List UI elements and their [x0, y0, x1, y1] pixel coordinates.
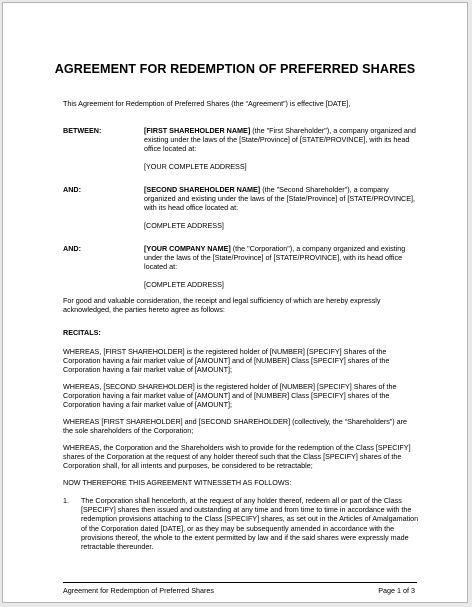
party-second-shareholder: [144, 185, 416, 230]
party-address: [YOUR COMPLETE ADDRESS]: [144, 161, 247, 171]
recital-paragraph: WHEREAS [FIRST SHAREHOLDER] and [SECOND SHAREHOLDER] (collectively, the “Shareholders”) are the sole shareholders of the Corporation;: [63, 417, 408, 436]
recital-paragraph: WHEREAS, [FIRST SHAREHOLDER] is the registered holder of [NUMBER] [SPECIFY] Shares of the Corporation having a fair market value of [AMOUNT] and of [NUMBER] Class [SPECIFY] shares of the Corporation having a fair market value of [AMOUNT];: [63, 347, 390, 375]
footer-document-title: Agreement for Redemption of Preferred Shares: [63, 586, 215, 595]
clause-number: 1.: [63, 496, 69, 505]
party-address: [COMPLETE ADDRESS]: [144, 279, 224, 289]
recitals-heading: RECITALS:: [63, 328, 101, 337]
party-description: (the "First Shareholder"), a company organized and existing under the laws of the [State/Province] of [STATE/PROVINCE], with its head office located at:: [144, 126, 416, 154]
witnesseth-line: NOW THEREFORE THIS AGREEMENT WITNESSETH AS FOLLOWS:: [63, 478, 292, 487]
document-page: [2, 2, 468, 603]
recital-paragraph: WHEREAS, [SECOND SHAREHOLDER] is the registered holder of [NUMBER] [SPECIFY] Shares of the Corporation having a fair market value of [AMOUNT] and of [NUMBER] Class [SPECIFY] shares of the Corporation having a fair market value of [AMOUNT];: [63, 382, 397, 410]
party-label-and: AND:: [63, 244, 81, 253]
party-address: [COMPLETE ADDRESS]: [144, 220, 224, 230]
party-label-and: AND:: [63, 185, 81, 194]
party-corporation: [144, 244, 416, 289]
party-description: (the "Corporation"), a company organized and existing under the laws of the [State/Province] of [STATE/PROVINCE], with its head office located at:: [144, 244, 406, 272]
clause-text: The Corporation shall henceforth, at the request of any holder thereof, redeem all or part of the Class [SPECIFY] shares then issued and outstanding at any time and from time to time in accordance with the redemption provisions attaching to the Class [SPECIFY] shares, as set out in the Articles of Amalgamation of the Corporation dated [DATE], or as they may be subsequently amended in accordance with the provisions thereof, the whole to the extent permitted by law and if the said shares were expressly made retractable thereunder.: [81, 496, 419, 552]
footer-divider: [63, 582, 417, 583]
party-label-between: BETWEEN:: [63, 126, 102, 135]
document-title: AGREEMENT FOR REDEMPTION OF PREFERRED SHARES: [54, 62, 416, 76]
party-name: [YOUR COMPANY NAME]: [144, 244, 231, 253]
party-name: [FIRST SHAREHOLDER NAME]: [144, 126, 251, 135]
intro-paragraph: This Agreement for Redemption of Preferred Shares (the “Agreement”) is effective [DATE],: [63, 99, 351, 108]
party-name: [SECOND SHAREHOLDER NAME]: [144, 185, 261, 194]
recital-paragraph: WHEREAS, the Corporation and the Shareholders wish to provide for the redemption of the Class [SPECIFY] shares of the Corporation at the request of any holder thereof such that the Class [SPECIFY] shares of the Corporation shall, for all intents and purposes, be considered to be retractable;: [63, 443, 411, 471]
consideration-paragraph: For good and valuable consideration, the receipt and legal sufficiency of which are hereby expressly acknowledged, the parties hereto agree as follows:: [63, 296, 381, 315]
party-description: (the "Second Shareholder"), a company organized and existing under the laws of the [State/Province] of [STATE/PROVINCE], with its head office located at:: [144, 185, 415, 213]
footer-page-number: Page 1 of 3: [378, 586, 415, 595]
party-first-shareholder: [144, 126, 416, 171]
